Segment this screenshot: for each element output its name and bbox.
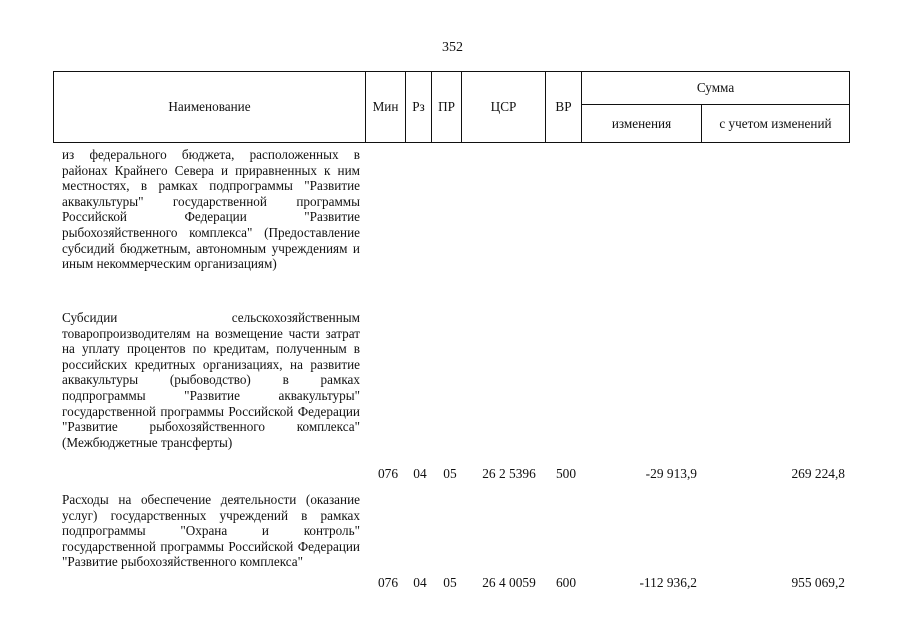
row-rz: 04 bbox=[413, 466, 427, 481]
header-min: Мин bbox=[366, 72, 406, 142]
header-change: изменения bbox=[582, 105, 702, 142]
row-after-change: 269 224,8 bbox=[791, 466, 845, 481]
header-after-change: с учетом изменений bbox=[719, 116, 832, 131]
header-pr: ПР bbox=[432, 72, 462, 142]
header-sum: Сумма bbox=[582, 72, 849, 105]
row-description: Расходы на обеспечение деятельности (оказание услуг) государственных учреждений в рамках подпрограммы "Охрана и контроль" государственной программы Российской Федерации "Развитие рыбохозяйственного комплекса" bbox=[62, 492, 360, 570]
table-header bbox=[53, 71, 850, 143]
header-name: Наименование bbox=[54, 72, 366, 142]
row-pr: 05 bbox=[443, 575, 457, 590]
row-min: 076 bbox=[377, 466, 399, 481]
header-csr: ЦСР bbox=[462, 72, 546, 142]
row-after-change: 955 069,2 bbox=[791, 575, 845, 590]
page-number: 352 bbox=[442, 40, 463, 55]
row-vr: 600 bbox=[555, 575, 577, 590]
header-rz: Рз bbox=[406, 72, 432, 142]
row-description: Субсидии сельскохозяйственным товаропроизводителям на возмещение части затрат на уплату процентов по кредитам, полученным в российских кредитных организациях, на развитие аквакультуры (рыбоводство) в рамках подпрограммы "Развитие аквакультуры" государственной программы Российской Федерации "Развитие рыбохозяйственного комплекса" (Межбюджетные трансферты) bbox=[62, 310, 360, 450]
row-vr: 500 bbox=[555, 466, 577, 481]
header-vr: ВР bbox=[546, 72, 582, 142]
row-csr: 26 2 5396 bbox=[482, 466, 536, 481]
row-description: из федерального бюджета, расположенных в районах Крайнего Севера и приравненных к ним местностях, в рамках подпрограммы "Развитие аквакультуры" государственной программы Российской Федерации "Развитие рыбохозяйственного комплекса" (Предоставление субсидий бюджетным, автономным учреждениям и иным некоммерческим организациям) bbox=[62, 147, 360, 272]
row-change: -29 913,9 bbox=[645, 466, 697, 481]
row-csr: 26 4 0059 bbox=[482, 575, 536, 590]
row-pr: 05 bbox=[443, 466, 457, 481]
row-change: -112 936,2 bbox=[639, 575, 697, 590]
row-min: 076 bbox=[377, 575, 399, 590]
row-rz: 04 bbox=[413, 575, 427, 590]
